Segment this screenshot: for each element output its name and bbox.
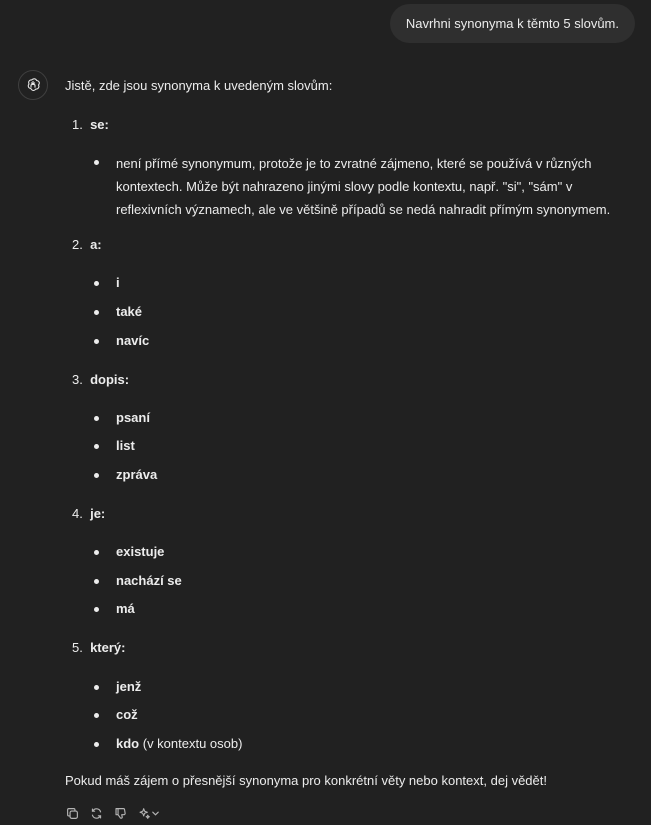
item-number: 3. — [72, 372, 83, 387]
synonym-word: kdo — [116, 736, 140, 751]
item-number: 2. — [72, 237, 83, 252]
assistant-closing: Pokud máš zájem o přesnější synonyma pro konkrétní věty nebo kontext, dej vědět! — [65, 773, 547, 788]
synonym-item: existuje — [116, 544, 165, 559]
copy-button[interactable] — [62, 804, 82, 822]
regenerate-icon — [90, 807, 103, 820]
sparkle-model-icon — [138, 807, 151, 820]
chevron-down-icon — [151, 809, 160, 818]
item-number: 5. — [72, 640, 83, 655]
synonym-item: nachází se — [116, 573, 182, 588]
item-word: který: — [90, 640, 126, 655]
item-number: 1. — [72, 117, 83, 132]
synonym-item: zpráva — [116, 467, 158, 482]
item-word: se: — [90, 117, 109, 132]
synonym-item: navíc — [116, 333, 150, 348]
item-number: 4. — [72, 506, 83, 521]
thumbs-down-icon — [114, 807, 127, 820]
list-item-2 — [72, 236, 102, 254]
list-item-1 — [72, 116, 109, 134]
item-word: je: — [90, 506, 106, 521]
list-item-5 — [72, 639, 126, 657]
assistant-avatar — [18, 70, 48, 100]
list-item-3 — [72, 371, 129, 389]
assistant-intro: Jistě, zde jsou synonyma k uvedeným slovům: — [65, 78, 333, 93]
synonym-item: i — [116, 275, 120, 290]
item-word: a: — [90, 237, 102, 252]
synonym-note: (v kontextu osob) — [139, 736, 243, 751]
item-word: dopis: — [90, 372, 130, 387]
model-switch-button[interactable] — [134, 804, 164, 822]
copy-icon — [66, 807, 79, 820]
synonym-item: má — [116, 601, 135, 616]
synonym-item — [116, 735, 242, 753]
synonym-item: psaní — [116, 410, 150, 425]
synonym-item: list — [116, 438, 135, 453]
item-1-paragraph: není přímé synonymum, protože je to zvratné zájmeno, které se používá v různých kontextech. Může být nahrazeno jinými slovy podle kontextu, např. "si", "sám" v reflexivních významech, ale ve většině případů se nedá nahradit přímým synonymem. — [116, 152, 636, 221]
regenerate-button[interactable] — [86, 804, 106, 822]
synonym-item: také — [116, 304, 143, 319]
user-message-bubble — [390, 4, 635, 43]
user-message-text: Navrhni synonyma k těmto 5 slovům. — [405, 16, 619, 31]
synonym-item: jenž — [116, 679, 142, 694]
openai-logo-icon — [25, 77, 41, 93]
message-actions — [62, 804, 164, 822]
thumbs-down-button[interactable] — [110, 804, 130, 822]
synonym-item: což — [116, 707, 138, 722]
list-item-4 — [72, 505, 105, 523]
